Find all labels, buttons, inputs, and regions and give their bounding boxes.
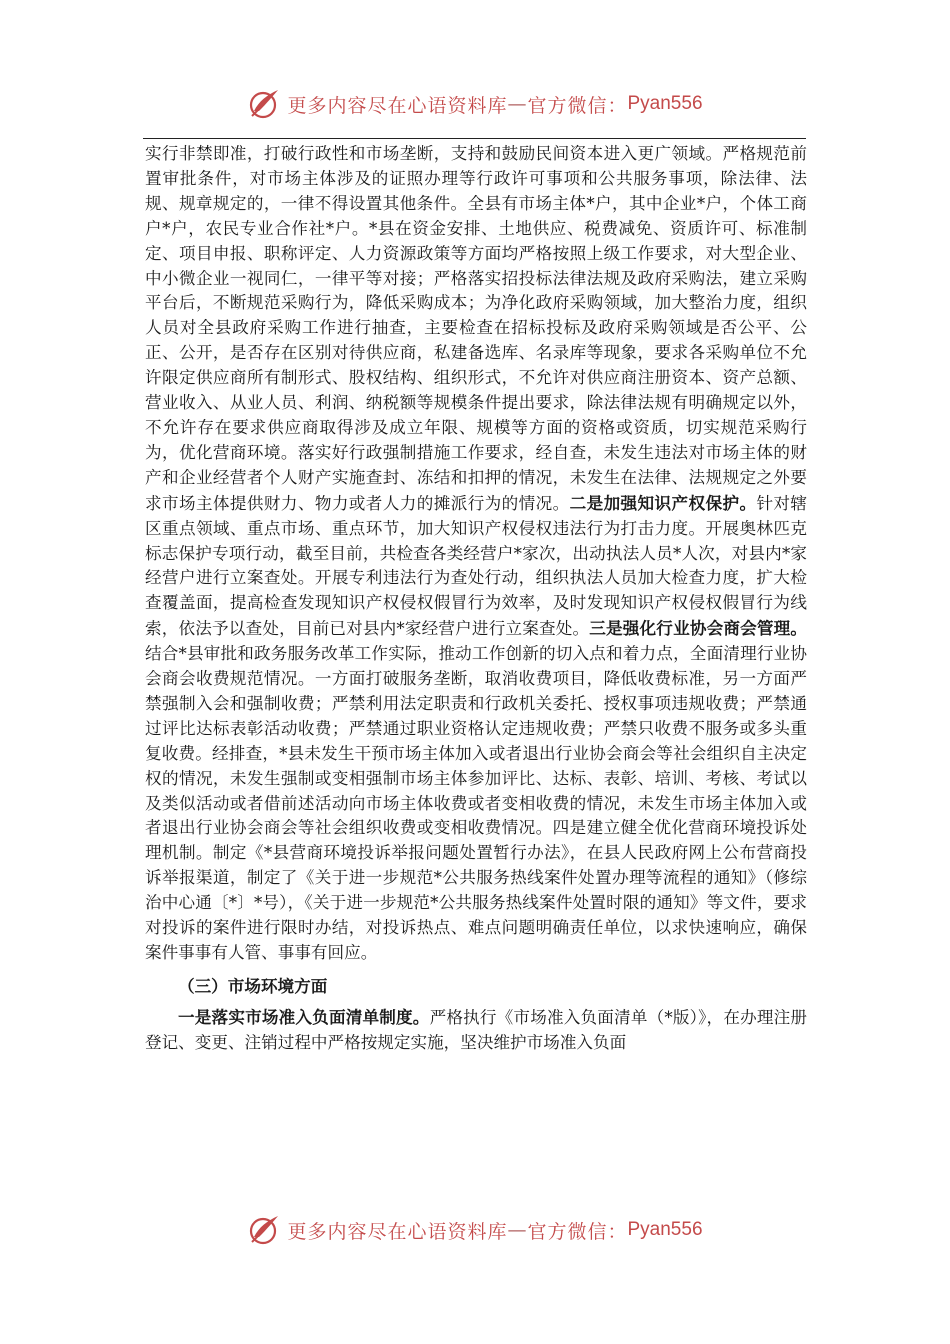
p1-text-a: 实行非禁即准，打破行政性和市场垄断，支持和鼓励民间资本进入更广领域。严格规范前置审批条件，对市场主体涉及的证照办理等行政许可事项和公共服务事项，除法律、法规、规章规定的，一律不得设置其他条件。全县有市场主体*户，其中企业*户，个体工商户*户，农民专业合作社*户。*县在资金安排、土地供应、税费减免、资质许可、标准制定、项目申报、职称评定、人力资源政策等方面均严格按照上级工作要求，对大型企业、中小微企业一视同仁，一律平等对接；严格落实招投标法律法规及政府采购法，建立采购平台后，不断规范采购行为，降低采购成本；为净化政府采购领域，加大整治力度，组织人员对全县政府采购工作进行抽查，主要检查在招标投标及政府采购领域是否公平、公正、公开，是否存在区别对待供应商，私建备选库、名录库等现象，要求各采购单位不允许限定供应商所有制形式、股权结构、组织形式，不允许对供应商注册资本、资产总额、营业收入、从业人员、利润、纳税额等规模条件提出要求，除法律法规有明确规定以外，不允许存在要求供应商取得涉及成立年限、规模等方面的资格或资质，切实规范采购行为，优化营商环境。落实好行政强制措施工作要求，经自查，未发生违法对市场主体的财产和企业经营者个人财产实施查封、冻结和扣押的情况，未发生在法律、法规规定之外要求市场主体提供财力、物力或者人力的摊派行为的情况。 <box>145 144 807 513</box>
banner-main-text: 更多内容尽在心语资料库 <box>287 94 508 117</box>
header-divider <box>143 138 806 139</box>
paragraph-2 <box>145 1005 807 1056</box>
p2-heading: 一是落实市场准入负面清单制度。 <box>178 1006 430 1027</box>
p1-heading-assoc: 三是强化行业协会商会管理。 <box>589 618 807 639</box>
p1-text-e: 结合*县审批和政务服务改革工作实际，推动工作创新的切入点和着力点，全面清理行业协会商会收费规范情况。一方面打破服务垄断，取消收费项目，降低收费标准，另一方面严禁强制入会和强制收费；严禁利用法定职责和行政机关委托、授权事项违规收费；严禁通过评比达标表彰活动收费；严禁通过职业资格认定违规收费；严禁只收费不服务或多头重复收费。经排查，*县未发生干预市场主体加入或者退出行业协会商会等社会组织自主决定权的情况，未发生强制或变相强制市场主体参加评比、达标、表彰、培训、考核、考试以及类似活动或者借前述活动向市场主体收费或者变相收费的情况，未发生市场主体加入或者退出行业协会商会等社会组织收费或变相收费情况。四是建立健全优化营商环境投诉处理机制。制定《*县营商环境投诉举报问题处置暂行办法》，在县人民政府网上公布营商投诉举报渠道，制定了《关于进一步规范*公共服务热线案件处置办理等流程的通知》（修综治中心通〔*〕*号），《关于进一步规范*公共服务热线案件处置时限的通知》等文件，要求对投诉的案件进行限时办结，对投诉热点、难点问题明确责任单位，以求快速响应，确保案件事事有人管、事事有回应。 <box>145 644 807 962</box>
banner-main-text: 更多内容尽在心语资料库 <box>287 1220 508 1243</box>
footer-banner <box>0 1210 950 1250</box>
paragraph-1 <box>145 142 807 966</box>
quill-logo-icon <box>247 87 281 121</box>
banner-dash: — <box>507 1219 528 1241</box>
banner-wechat-id: Pyan556 <box>627 1219 703 1240</box>
banner-wechat-id: Pyan556 <box>627 93 703 114</box>
p2-text: 严格执行《市场准入负面清单（*版）》，在办理注册登记、变更、注销过程中严格按规定实施，坚决维护市场准入负面 <box>145 1007 808 1052</box>
banner-wechat-label: 官方微信： <box>527 1220 628 1243</box>
quill-logo-icon <box>247 1213 281 1247</box>
header-banner <box>0 84 950 124</box>
banner-dash: — <box>507 93 528 115</box>
section-3-title: （三）市场环境方面 <box>178 975 328 996</box>
document-body <box>145 142 807 1056</box>
banner-wechat-label: 官方微信： <box>527 94 628 117</box>
p1-heading-ip: 二是加强知识产权保护。 <box>569 492 757 513</box>
p1-text-c: 针对辖区重点领域、重点市场、重点环节，加大知识产权侵权违法行为打击力度。开展奥林匹克标志保护专项行动，截至目前，共检查各类经营户*家次，出动执法人员*人次，对县内*家经营户进行立案查处。开展专利违法行为查处行动，组织执法人员加大检查力度，扩大检查覆盖面，提高检查发现知识产权侵权假冒行为效率，及时发现知识产权侵权假冒行为线索，依法予以查处，目前已对县内*家经营户进行立案查处。 <box>145 493 807 639</box>
